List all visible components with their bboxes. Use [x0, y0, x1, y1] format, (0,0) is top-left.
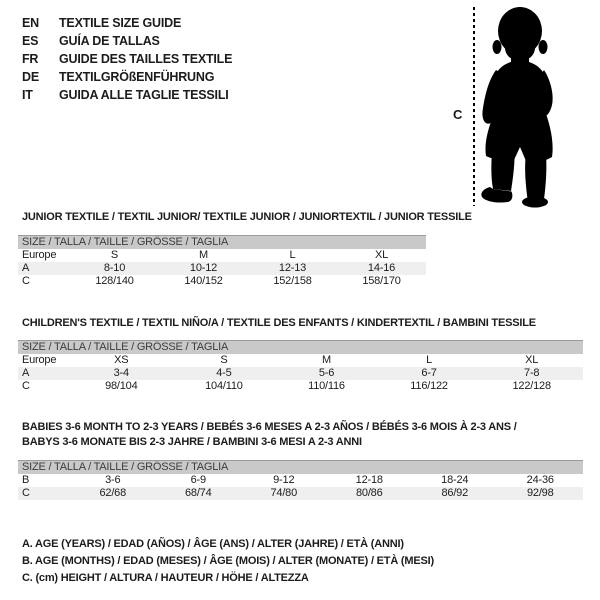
- row-label: B: [22, 474, 30, 486]
- size-table: [18, 340, 583, 393]
- data-row: [18, 367, 583, 380]
- size-tables-content: [18, 210, 583, 587]
- size-header-row: [18, 341, 583, 355]
- data-row: [18, 474, 583, 487]
- value-cell: 110/116: [308, 380, 345, 392]
- language-row-de: [22, 68, 232, 86]
- section-heading-group: [18, 316, 583, 331]
- footnotes: [22, 536, 583, 587]
- language-row-fr: [22, 50, 232, 68]
- size-cell: S: [110, 249, 119, 261]
- height-label-c: C: [453, 107, 463, 122]
- row-label: C: [22, 275, 30, 287]
- value-cell: 80/86: [327, 487, 413, 500]
- language-code: EN: [22, 16, 39, 30]
- section-heading: JUNIOR TEXTILE / TEXTIL JUNIOR/ TEXTILE JUNIOR / JUNIORTEXTIL / JUNIOR TESSILE: [22, 211, 472, 223]
- size-cell: XS: [114, 354, 129, 366]
- size-section: [18, 210, 583, 288]
- data-row: [18, 262, 426, 275]
- row-label: C: [18, 487, 70, 500]
- language-code: FR: [22, 52, 39, 66]
- size-cell: M: [322, 354, 331, 366]
- language-row-es: [22, 32, 232, 50]
- size-table: [18, 460, 583, 500]
- size-cell: XL: [525, 354, 539, 366]
- size-cell: M: [199, 249, 208, 261]
- region-label: Europe: [22, 249, 57, 261]
- footnote-c: C. (cm) HEIGHT / ALTURA / HAUTEUR / HÖHE / ALTEZZA: [22, 572, 309, 584]
- section-heading-group: [18, 210, 583, 225]
- height-dashed-line: [473, 7, 475, 206]
- language-code: IT: [22, 88, 33, 102]
- size-cell: XL: [374, 249, 389, 261]
- section-heading: BABIES 3-6 MONTH TO 2-3 YEARS / BEBÉS 3-6 MESES A 2-3 AÑOS / BÉBÉS 3-6 MOIS À 2-3 ANS /: [22, 421, 517, 433]
- value-cell: 128/140: [95, 275, 134, 287]
- row-label: C: [22, 380, 30, 392]
- section-heading: BABYS 3-6 MONATE BIS 2-3 JAHRE / BAMBINI 3-6 MESI A 2-3 ANNI: [22, 436, 362, 448]
- value-cell: 92/98: [498, 487, 584, 500]
- value-cell: 86/92: [412, 487, 498, 500]
- section-heading: CHILDREN'S TEXTILE / TEXTIL NIÑO/A / TEXTILE DES ENFANTS / KINDERTEXTIL / BAMBINI TESSILE: [22, 317, 536, 329]
- language-row-en: [22, 14, 232, 32]
- size-header-label: SIZE / TALLA / TAILLE / GRÖSSE / TAGLIA: [18, 236, 426, 250]
- value-cell: 12-13: [248, 262, 337, 275]
- value-cell: 68/74: [156, 487, 242, 500]
- value-cell: 6-9: [190, 474, 206, 486]
- value-cell: 3-6: [105, 474, 121, 486]
- row-label: A: [18, 262, 70, 275]
- size-header-row: [18, 461, 583, 475]
- value-cell: 62/68: [70, 487, 156, 500]
- language-row-it: [22, 86, 232, 104]
- language-title: GUÍA DE TALLAS: [59, 34, 160, 48]
- size-sections: [18, 210, 583, 500]
- value-cell: 122/128: [512, 380, 551, 392]
- size-cell: S: [220, 354, 228, 366]
- value-cell: 7-8: [480, 367, 583, 380]
- size-section: [18, 316, 583, 393]
- size-row: [18, 354, 583, 367]
- value-cell: 9-12: [273, 474, 295, 486]
- language-code: ES: [22, 34, 39, 48]
- value-cell: 140/152: [184, 275, 223, 287]
- value-cell: 116/122: [410, 380, 448, 392]
- value-cell: 152/158: [273, 275, 312, 287]
- size-row: [18, 249, 426, 262]
- value-cell: 158/170: [362, 275, 401, 287]
- footnote-a: A. AGE (YEARS) / EDAD (AÑOS) / ÂGE (ANS) / ALTER (JAHRE) / ETÀ (ANNI): [22, 538, 404, 550]
- value-cell: 12-18: [355, 474, 383, 486]
- value-cell: 98/104: [105, 380, 138, 392]
- language-title: GUIDA ALLE TAGLIE TESSILI: [59, 88, 229, 102]
- size-header-label: SIZE / TALLA / TAILLE / GRÖSSE / TAGLIA: [18, 461, 583, 475]
- language-title: TEXTILE SIZE GUIDE: [59, 16, 182, 30]
- size-cell: L: [426, 354, 433, 366]
- value-cell: 18-24: [441, 474, 469, 486]
- row-label: A: [18, 367, 70, 380]
- size-section: [18, 420, 583, 500]
- baby-silhouette: [478, 6, 570, 208]
- value-cell: 10-12: [159, 262, 248, 275]
- value-cell: 8-10: [70, 262, 159, 275]
- value-cell: 14-16: [337, 262, 426, 275]
- data-row: [18, 380, 583, 393]
- language-title: TEXTILGRÖßENFÜHRUNG: [59, 70, 215, 84]
- language-code: DE: [22, 70, 39, 84]
- footnote-b: B. AGE (MONTHS) / EDAD (MESES) / ÂGE (MOIS) / ALTER (MONATE) / ETÀ (MESI): [22, 555, 434, 567]
- value-cell: 104/110: [205, 380, 243, 392]
- data-row: [18, 275, 426, 288]
- language-title: GUIDE DES TAILLES TEXTILE: [59, 52, 233, 66]
- size-header-label: SIZE / TALLA / TAILLE / GRÖSSE / TAGLIA: [18, 341, 583, 355]
- region-label: Europe: [22, 354, 57, 366]
- value-cell: 24-36: [526, 474, 554, 486]
- value-cell: 6-7: [378, 367, 481, 380]
- value-cell: 4-5: [173, 367, 276, 380]
- value-cell: 74/80: [241, 487, 327, 500]
- section-heading-group: [18, 420, 583, 450]
- value-cell: 5-6: [275, 367, 378, 380]
- language-list: [22, 14, 232, 104]
- data-row: [18, 487, 583, 500]
- value-cell: 3-4: [70, 367, 173, 380]
- size-header-row: [18, 236, 426, 250]
- size-cell: L: [289, 249, 296, 261]
- size-table: [18, 235, 426, 288]
